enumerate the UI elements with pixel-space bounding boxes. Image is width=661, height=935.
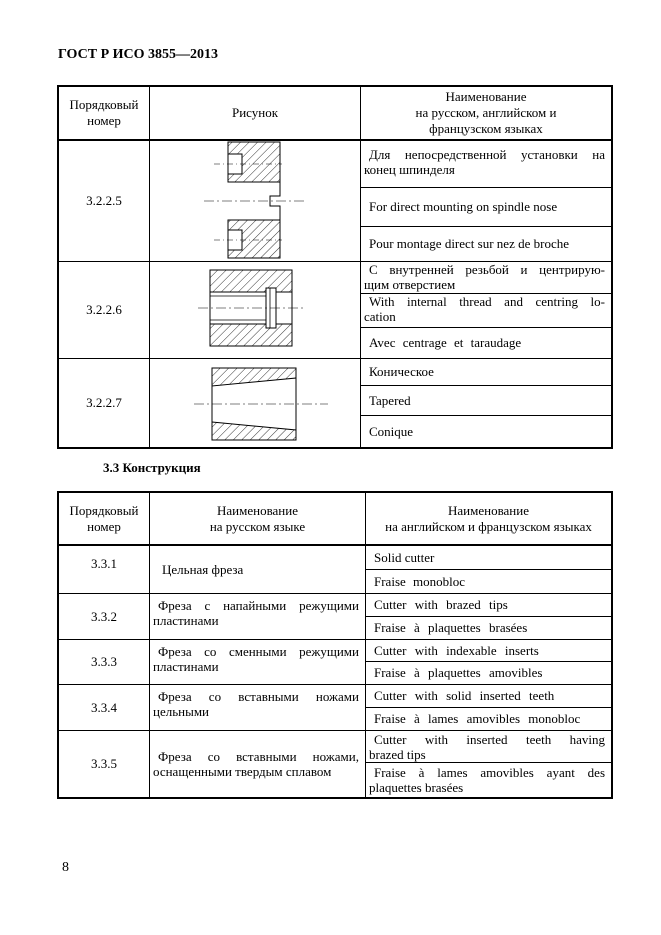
table2-term-fr: Fraise à lames amovibles monobloc: [374, 711, 581, 726]
table2-row-number: 3.3.1: [91, 556, 117, 571]
table2-row-number: 3.3.5: [91, 756, 117, 771]
table2-term-fr: Fraise à lames amovibles ayant des plaquettes brasées: [369, 765, 605, 795]
figure-internal-thread: [196, 266, 306, 350]
table2-term-fr: Fraise à plaquettes brasées: [374, 620, 528, 635]
terms-table-design: [57, 491, 613, 799]
table1-header-name: Наименование на русском, английском и французском языках: [415, 89, 557, 136]
table1-header-figure: Рисунок: [231, 105, 279, 120]
table2-term-ru: Фреза со вставными ножами, оснащенными твердым сплавом: [153, 749, 359, 779]
table2-term-en: Cutter with indexable inserts: [374, 642, 539, 658]
table1-term-en: With internal thread and centring lo- cation: [364, 294, 605, 324]
table2-header-name-ru: Наименование на русском языке: [209, 502, 306, 534]
table2-term-ru: Цельная фреза: [162, 561, 244, 577]
table2-row-number: 3.3.2: [91, 608, 117, 624]
table2-term-ru: Фреза со сменными режущими пластинами: [153, 644, 359, 674]
table1-row-number: 3.2.2.7: [86, 395, 122, 410]
table2-header-number: Порядковый номер: [69, 502, 139, 534]
table1-term-en: Tapered: [369, 392, 411, 408]
table2-term-ru: Фреза с напайными режущими пластинами: [153, 598, 359, 628]
document-header: ГОСТ Р ИСО 3855—2013: [58, 47, 219, 62]
terms-table-figures: [57, 85, 613, 449]
figure-tapered: [190, 364, 330, 444]
table2-header-name-en-fr: Наименование на английском и французском языках: [385, 502, 592, 534]
table2-term-en: Cutter with brazed tips: [374, 597, 508, 612]
table1-term-fr: Pour montage direct sur nez de broche: [369, 236, 569, 251]
table1-header-number: Порядковый номер: [69, 97, 139, 128]
table1-term-ru: С внутренней резьбой и центрирую- щим отверстием: [364, 262, 605, 292]
table2-term-en: Cutter with inserted teeth having brazed tips: [369, 732, 605, 762]
table1-row-number: 3.2.2.6: [86, 302, 122, 317]
table2-row-number: 3.3.3: [91, 654, 117, 669]
page-number: 8: [62, 860, 69, 875]
table1-term-ru: Коническое: [369, 364, 434, 379]
table2-term-fr: Fraise à plaquettes amovibles: [374, 665, 543, 680]
section-title: 3.3 Конструкция: [103, 460, 201, 475]
table2-term-en: Solid cutter: [374, 549, 435, 565]
table1-term-ru: Для непосредственной установки на конец шпинделя: [364, 147, 605, 177]
table2-term-ru: Фреза со вставными ножами цельными: [153, 689, 359, 719]
table2-term-en: Cutter with solid inserted teeth: [374, 688, 555, 703]
table1-row-number: 3.2.2.5: [86, 193, 122, 208]
table1-term-fr: Avec centrage et taraudage: [369, 335, 522, 350]
table1-term-fr: Conique: [369, 423, 414, 439]
figure-spindle-nose-mount: [200, 140, 310, 260]
table2-row-number: 3.3.4: [91, 699, 117, 715]
table1-term-en: For direct mounting on spindle nose: [369, 199, 558, 214]
table2-term-fr: Fraise monobloc: [374, 573, 466, 589]
